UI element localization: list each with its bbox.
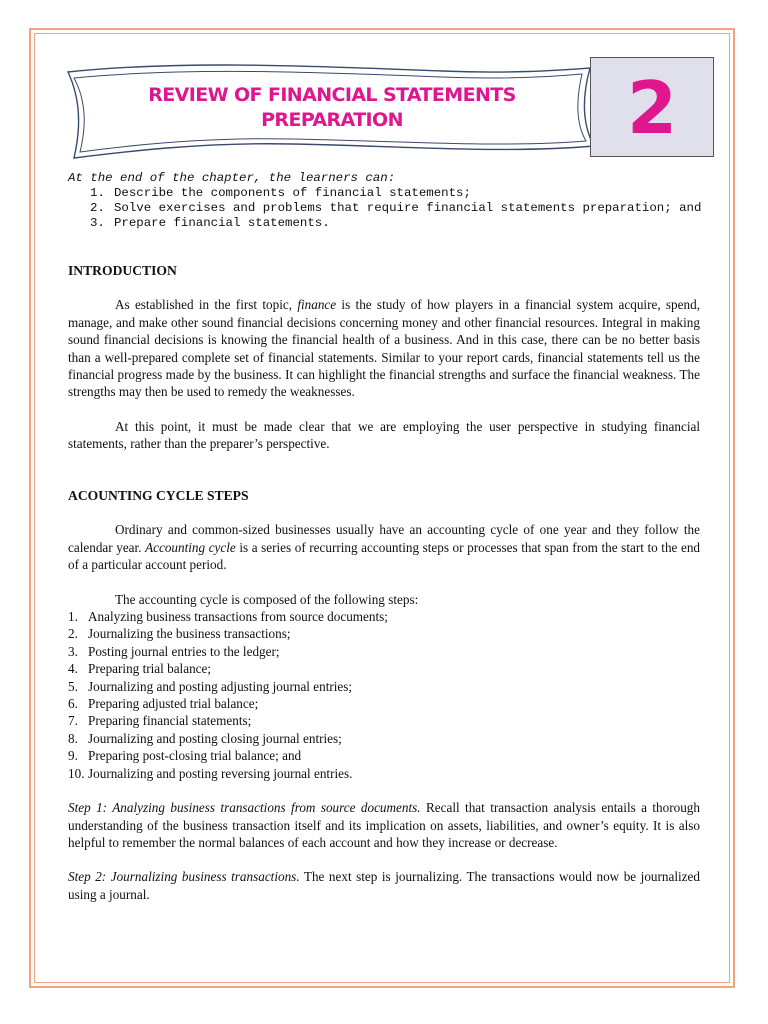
chapter-title-line1: REVIEW OF FINANCIAL STATEMENTS [148, 84, 516, 106]
introduction-paragraph-1: As established in the first topic, finance is the study of how players in a financial system acquire, spend, manage, and make other sound financial decisions concerning money and other financial resources. Integral in making sound financial decisions is knowing the financial health of a business. And in this case, there can be no better basis than a well-prepared complete set of financial statements. Similar to your report cards, financial statements tell us the financial progress made by the business. It can highlight the financial strengths and surface the financial weakness. The strengths may then be used to remedy the weaknesses. [68, 297, 700, 400]
objectives-intro: At the end of the chapter, the learners can: [68, 171, 396, 185]
accounting-cycle-section [68, 487, 700, 903]
objective-item: 3. Prepare financial statements. [90, 216, 330, 230]
list-item: 2. Journalizing the business transactions; [68, 626, 291, 642]
step-1-label: Step 1: [68, 800, 108, 816]
chapter-number: 2 [626, 66, 678, 150]
chapter-title-banner [62, 62, 582, 162]
list-item: 6. Preparing adjusted trial balance; [68, 696, 259, 712]
introduction-heading: INTRODUCTION [68, 263, 177, 278]
list-item: 9. Preparing post-closing trial balance; and [68, 748, 302, 764]
introduction-section [68, 262, 700, 453]
chapter-number-box [590, 57, 714, 157]
term-finance: finance [297, 297, 337, 313]
step-1-title: Analyzing business transactions from source documents. [107, 800, 421, 816]
step-1-paragraph: Step 1: Analyzing business transactions from source documents. Recall that transaction analysis entails a thorough understanding of the business transaction itself and its implication on assets, liabilities, and owner’s equity. It is also helpful to remember the normal balances of each account and how they increase or decrease. [68, 800, 700, 850]
list-item: 10. Journalizing and posting reversing journal entries. [68, 765, 353, 781]
objective-item: 1. Describe the components of financial statements; [90, 186, 471, 200]
list-item: 1. Analyzing business transactions from source documents; [68, 609, 388, 625]
learning-objectives [68, 171, 708, 231]
step-2-title: Journalizing business transactions. [106, 869, 300, 885]
accounting-cycle-paragraph: Ordinary and common-sized businesses usually have an accounting cycle of one year and they follow the calendar year. Accounting cycle is a series of recurring accounting steps or processes that span from the start to the end of a particular account period. [68, 522, 701, 573]
list-item: 3. Posting journal entries to the ledger; [68, 643, 280, 659]
objective-item: 2. Solve exercises and problems that require financial statements preparation; and [90, 201, 702, 215]
accounting-steps-list [68, 608, 700, 782]
list-item: 7. Preparing financial statements; [68, 713, 252, 729]
list-item: 4. Preparing trial balance; [68, 661, 212, 677]
introduction-paragraph-2: At this point, it must be made clear that we are employing the user perspective in studying financial statements, rather than the preparer’s perspective. [68, 418, 700, 452]
steps-intro: The accounting cycle is composed of the following steps: [115, 591, 419, 607]
step-2-paragraph: Step 2: Journalizing business transactions. The next step is journalizing. The transactions would now be journalized using a journal. [68, 869, 700, 902]
term-accounting-cycle: Accounting cycle [145, 539, 236, 555]
list-item: 5. Journalizing and posting adjusting journal entries; [68, 678, 353, 694]
accounting-cycle-heading: ACOUNTING CYCLE STEPS [68, 488, 249, 503]
step-2-label: Step 2: [68, 869, 107, 885]
list-item: 8. Journalizing and posting closing journal entries; [68, 730, 342, 746]
chapter-title-line2: PREPARATION [261, 109, 403, 131]
